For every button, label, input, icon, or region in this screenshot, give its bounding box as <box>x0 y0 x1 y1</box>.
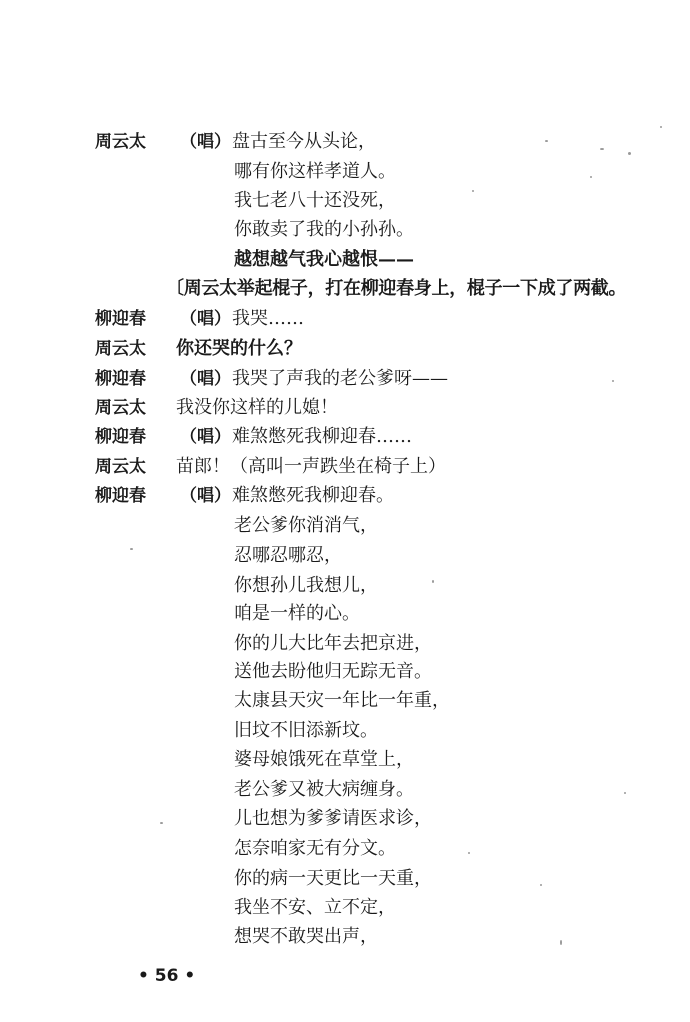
scan-speck <box>560 940 562 945</box>
line-text: 盘古至今从头论， <box>232 131 376 152</box>
speaker-name: 周云太 <box>95 339 146 359</box>
stage-direction: 〔周云太举起棍子，打在柳迎春身上，棍子一下成了两截。 <box>166 278 627 299</box>
line-text: 忍哪忍哪忍， <box>234 545 342 566</box>
line-text: 你敢卖了我的小孙孙。 <box>234 219 414 240</box>
line-text: 我七老八十还没死， <box>234 190 396 211</box>
scan-speck <box>540 884 542 886</box>
scan-speck <box>545 140 548 142</box>
scan-speck <box>600 148 604 150</box>
verse-line <box>0 599 690 629</box>
line-text: 老公爹你消消气， <box>234 515 378 536</box>
dialogue-line <box>0 393 690 423</box>
scan-speck <box>628 152 631 155</box>
dialogue-line <box>0 334 690 364</box>
verse-line <box>0 922 690 952</box>
line-text: 难煞憋死我柳迎春…… <box>232 426 412 447</box>
verse-line <box>0 745 690 775</box>
scan-speck <box>432 580 434 583</box>
line-text: 哪有你这样孝道人。 <box>234 161 396 182</box>
stage-cue: （唱） <box>180 486 231 506</box>
stage-cue: （唱） <box>180 427 231 447</box>
verse-line <box>0 686 690 716</box>
stage-cue: （唱） <box>180 132 231 152</box>
speaker-name: 周云太 <box>95 398 146 418</box>
verse-line <box>0 629 690 659</box>
line-text: 苗郎！（高叫一声跌坐在椅子上） <box>176 456 446 477</box>
dialogue-line <box>0 452 690 482</box>
line-text: 我哭…… <box>232 308 304 329</box>
scan-speck <box>160 822 163 824</box>
line-text: 送他去盼他归无踪无音。 <box>234 661 432 682</box>
line-text: 儿也想为爹爹请医求诊， <box>234 808 432 829</box>
line-text: 婆母娘饿死在草堂上， <box>234 749 414 770</box>
line-text: 我坐不安、立不定， <box>234 897 396 918</box>
speaker-name: 柳迎春 <box>95 427 146 447</box>
verse-line <box>0 775 690 805</box>
line-text: 老公爹又被大病缠身。 <box>234 779 414 800</box>
verse-line <box>0 804 690 834</box>
scan-speck <box>472 190 474 192</box>
speaker-name: 柳迎春 <box>95 369 146 389</box>
line-text: 你想孙儿我想儿， <box>234 575 378 596</box>
line-text: 咱是一样的心。 <box>234 603 360 624</box>
line-text: 你的儿大比年去把京进， <box>234 633 432 654</box>
verse-line <box>0 215 690 245</box>
verse-line <box>0 571 690 601</box>
line-text: 旧坟不旧添新坟。 <box>234 720 378 741</box>
verse-line <box>0 541 690 571</box>
line-text: 太康县天灾一年比一年重， <box>234 690 450 711</box>
dialogue-line <box>0 364 690 394</box>
speaker-name: 周云太 <box>95 457 146 477</box>
verse-line <box>0 893 690 923</box>
speaker-name: 柳迎春 <box>95 309 146 329</box>
line-text: 难煞憋死我柳迎春。 <box>232 485 394 506</box>
scan-speck <box>612 380 614 382</box>
scan-speck <box>130 548 133 550</box>
line-text: 你的病一天更比一天重， <box>234 868 432 889</box>
verse-line <box>0 157 690 187</box>
stage-cue: （唱） <box>180 369 231 389</box>
line-text: 你还哭的什么？ <box>176 338 302 359</box>
dialogue-line <box>0 304 690 334</box>
line-text: 越想越气我心越恨—— <box>234 249 414 270</box>
verse-line <box>0 716 690 746</box>
verse-line <box>0 834 690 864</box>
line-text: 想哭不敢哭出声， <box>234 926 378 947</box>
verse-line <box>0 657 690 687</box>
verse-line <box>0 511 690 541</box>
scan-speck <box>624 792 626 794</box>
dialogue-line <box>0 422 690 452</box>
speaker-name: 柳迎春 <box>95 486 146 506</box>
line-text: 怎奈咱家无有分文。 <box>234 838 396 859</box>
scan-speck <box>660 126 662 128</box>
speaker-name: 周云太 <box>95 132 146 152</box>
line-text: 我哭了声我的老公爹呀—— <box>232 368 448 389</box>
verse-line <box>0 245 690 275</box>
verse-line <box>0 186 690 216</box>
line-text: 我没你这样的儿媳！ <box>176 397 338 418</box>
stage-direction-line <box>0 274 690 304</box>
dialogue-line <box>0 481 690 511</box>
scan-speck <box>468 852 470 854</box>
stage-cue: （唱） <box>180 309 231 329</box>
verse-line <box>0 864 690 894</box>
dialogue-line <box>0 127 690 157</box>
page-number: • 56 • <box>138 966 196 986</box>
scan-speck <box>590 176 592 178</box>
